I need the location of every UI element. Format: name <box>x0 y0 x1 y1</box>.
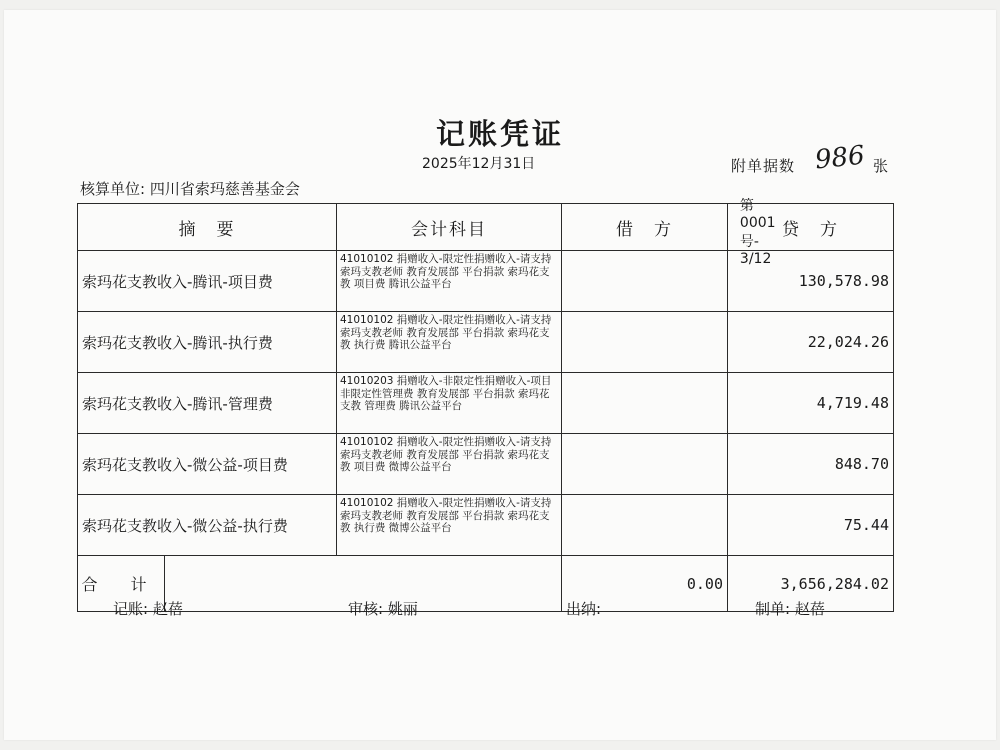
row-summary: 索玛花支教收入-腾讯-管理费 <box>78 373 337 434</box>
row-credit: 22,024.26 <box>728 312 894 373</box>
attachments-count-handwritten: 986 <box>813 140 867 176</box>
table-row <box>78 373 894 434</box>
row-debit <box>562 373 728 434</box>
voucher-number-prefix: 第 <box>739 198 754 214</box>
row-account: 41010102 捐赠收入-限定性捐赠收入-请支持索玛支教老师 教育发展部 平台捐款 索玛花支教 执行费 腾讯公益平台 <box>337 312 562 373</box>
row-summary: 索玛花支教收入-腾讯-项目费 <box>78 251 337 312</box>
total-label: 合 计 <box>78 556 165 612</box>
row-account: 41010203 捐赠收入-非限定性捐赠收入-项目非限定性管理费 教育发展部 平台捐款 索玛花支教 管理费 腾讯公益平台 <box>337 373 562 434</box>
row-account: 41010102 捐赠收入-限定性捐赠收入-请支持索玛支教老师 教育发展部 平台捐款 索玛花支教 项目费 微博公益平台 <box>337 434 562 495</box>
row-debit <box>562 434 728 495</box>
voucher-table <box>77 203 894 612</box>
row-credit: 4,719.48 <box>728 373 894 434</box>
voucher-date: 2025年12月31日 <box>422 156 536 172</box>
table-header-row <box>78 204 894 251</box>
table-row <box>78 495 894 556</box>
attachments-unit: 张 <box>873 157 889 175</box>
bookkeeper-label: 记账: <box>113 600 149 618</box>
voucher-number-value: 0001 <box>739 215 776 231</box>
header-credit: 贷 方 <box>728 204 894 251</box>
table-row <box>78 312 894 373</box>
row-summary: 索玛花支教收入-腾讯-执行费 <box>78 312 337 373</box>
preparer-label: 制单: <box>755 600 791 618</box>
row-credit: 130,578.98 <box>728 251 894 312</box>
attachments-label: 附单据数 <box>731 157 796 175</box>
row-summary: 索玛花支教收入-微公益-执行费 <box>78 495 337 556</box>
row-credit: 75.44 <box>728 495 894 556</box>
accounting-unit-label: 核算单位: <box>80 180 146 198</box>
row-debit <box>562 251 728 312</box>
header-summary: 摘 要 <box>78 204 337 251</box>
bookkeeper-signature <box>113 598 183 619</box>
header-account: 会计科目 <box>337 204 562 251</box>
row-debit <box>562 495 728 556</box>
voucher-title: 记账凭证 <box>435 117 564 151</box>
preparer-signature <box>755 598 825 619</box>
row-account: 41010102 捐赠收入-限定性捐赠收入-请支持索玛支教老师 教育发展部 平台捐款 索玛花支教 项目费 腾讯公益平台 <box>337 251 562 312</box>
bookkeeper-name: 赵蓓 <box>152 600 183 618</box>
voucher-page: 3/12 <box>739 251 772 267</box>
preparer-name: 赵蓓 <box>794 600 825 618</box>
total-credit: 3,656,284.02 <box>728 556 894 612</box>
accounting-unit <box>80 178 300 199</box>
voucher-number-suffix: 号- <box>739 234 759 250</box>
table-row <box>78 434 894 495</box>
header-debit: 借 方 <box>562 204 728 251</box>
cashier-signature <box>566 598 601 619</box>
total-debit: 0.00 <box>562 556 728 612</box>
row-credit: 848.70 <box>728 434 894 495</box>
cashier-label: 出纳: <box>566 600 602 618</box>
row-summary: 索玛花支教收入-微公益-项目费 <box>78 434 337 495</box>
row-account: 41010102 捐赠收入-限定性捐赠收入-请支持索玛支教老师 教育发展部 平台捐款 索玛花支教 执行费 微博公益平台 <box>337 495 562 556</box>
reviewer-signature <box>348 598 418 619</box>
reviewer-name: 姚丽 <box>387 600 418 618</box>
accounting-unit-name: 四川省索玛慈善基金会 <box>149 180 300 198</box>
table-row <box>78 251 894 312</box>
row-debit <box>562 312 728 373</box>
reviewer-label: 审核: <box>348 600 384 618</box>
